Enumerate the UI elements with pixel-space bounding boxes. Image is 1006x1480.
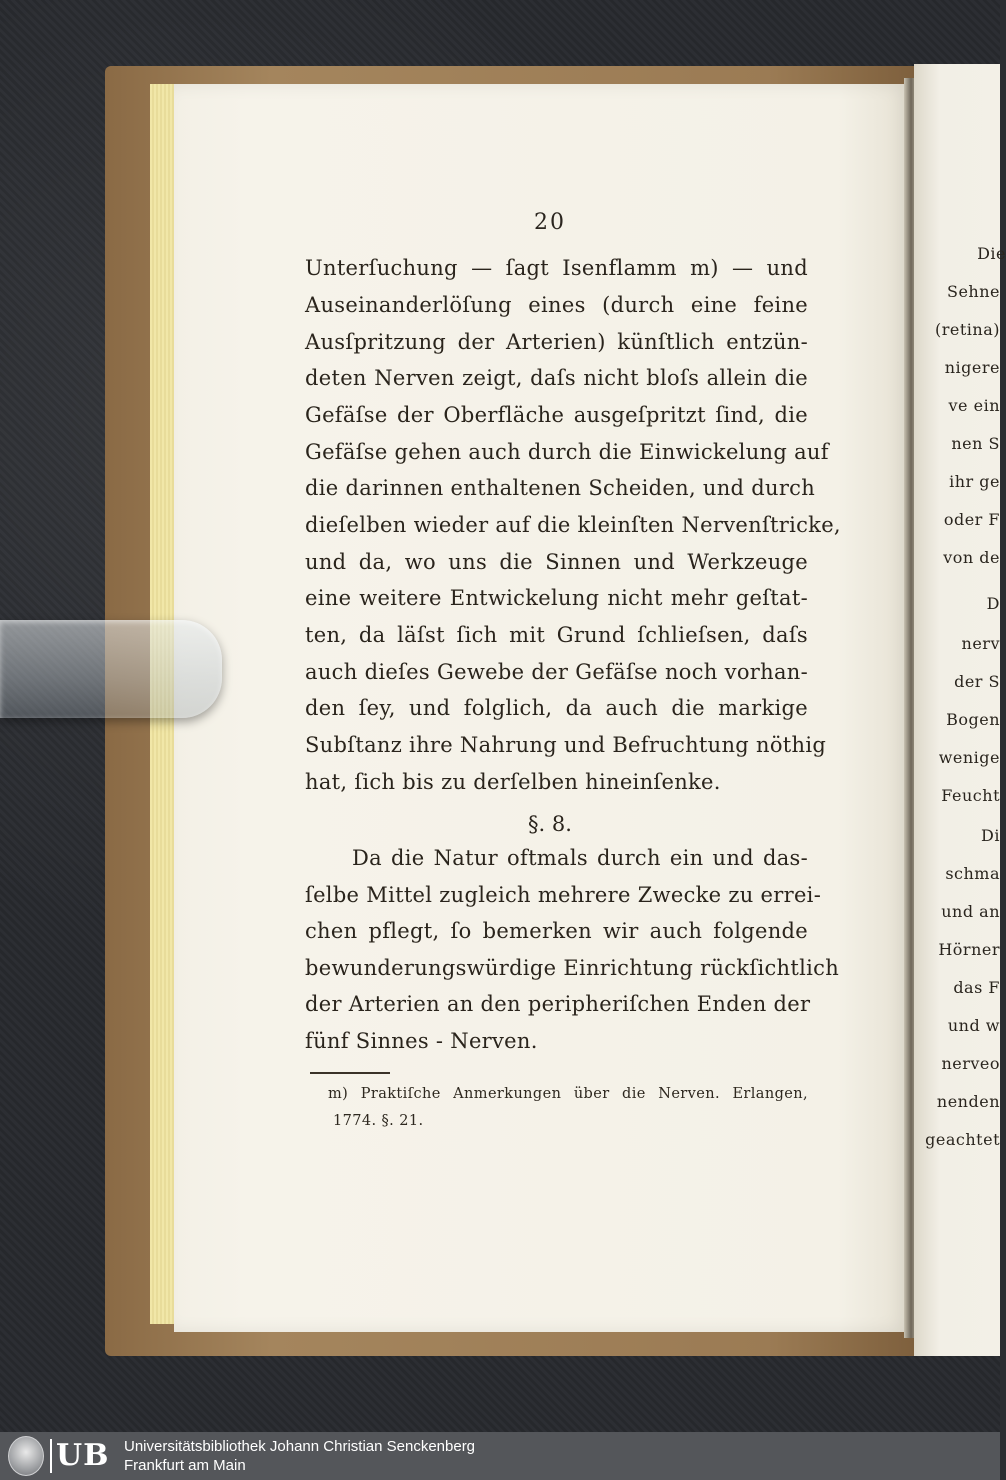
- body-text-line: den ſey, und folglich, da auch die markige: [305, 696, 808, 720]
- section-text-line: Da die Natur oftmals durch ein und das-: [352, 846, 808, 870]
- facing-text-fragment: und an: [941, 902, 1000, 921]
- facing-text-fragment: nerv: [961, 634, 1000, 653]
- facing-text-fragment: Die: [977, 244, 1006, 263]
- facing-text-fragment: wenige: [938, 748, 1000, 767]
- facing-text-fragment: geachtet: [925, 1130, 1000, 1149]
- facing-text-fragment: (retina): [935, 320, 1000, 339]
- facing-text-fragment: das F: [953, 978, 1000, 997]
- body-text-line: auch dieſes Gewebe der Gefäſse noch vorhan-: [305, 660, 808, 684]
- section-text-line: ſelbe Mittel zugleich mehrere Zwecke zu errei-: [305, 883, 822, 907]
- facing-text-fragment: nen S: [951, 434, 1000, 453]
- facing-text-fragment: von de: [943, 548, 1000, 567]
- body-text-line: Auseinanderlöſung eines (durch eine feine: [305, 293, 808, 317]
- body-text-line: deten Nerven zeigt, daſs nicht bloſs allein die: [305, 366, 808, 390]
- body-text-line: Unterſuchung — ſagt Isenflamm m) — und: [305, 256, 808, 280]
- body-text-line: die darinnen enthaltenen Scheiden, und durch: [305, 476, 816, 500]
- facing-text-fragment: und w: [947, 1016, 1000, 1035]
- facing-text-fragment: Bogen: [946, 710, 1000, 729]
- ub-logo[interactable]: [0, 1432, 118, 1480]
- footnote-line: m) Praktiſche Anmerkungen über die Nerven. Erlangen,: [328, 1086, 808, 1102]
- facing-text-fragment: nigere: [944, 358, 1000, 377]
- library-banner: [0, 1432, 1000, 1480]
- body-text-line: Subſtanz ihre Nahrung und Befruchtung nöthig: [305, 733, 827, 757]
- section-text-line: fünf Sinnes - Nerven.: [305, 1029, 538, 1053]
- facing-text-fragment: ve ein: [948, 396, 1000, 415]
- body-text-line: Ausſpritzung der Arterien) künſtlich entzün-: [305, 330, 808, 354]
- ub-logo-text: UB: [50, 1439, 110, 1473]
- book-page-right: [914, 64, 1006, 1356]
- section-text-line: chen pflegt, ſo bemerken wir auch folgende: [305, 919, 808, 943]
- facing-text-fragment: nenden: [936, 1092, 1000, 1111]
- body-text-line: dieſelben wieder auf die kleinſten Nervenſtricke,: [305, 513, 841, 537]
- section-heading: §. 8.: [528, 812, 572, 836]
- glass-page-weight: [0, 620, 222, 718]
- footnote-rule: [310, 1072, 390, 1074]
- facing-text-fragment: oder F: [943, 510, 1000, 529]
- body-text-line: Gefäſse der Oberfläche ausgeſpritzt ſind, die: [305, 403, 808, 427]
- body-text-line: eine weitere Entwickelung nicht mehr geſtat-: [305, 586, 808, 610]
- facing-text-fragment: nerveo: [941, 1054, 1000, 1073]
- banner-line-city: Frankfurt am Main: [124, 1457, 246, 1474]
- facing-text-fragment: schma: [945, 864, 1000, 883]
- footnote-line: 1774. §. 21.: [333, 1113, 424, 1129]
- facing-text-fragment: der S: [954, 672, 1000, 691]
- facing-text-fragment: Sehne: [946, 282, 1000, 301]
- facing-text-fragment: ihr ge: [949, 472, 1000, 491]
- library-seal-icon: [8, 1436, 44, 1476]
- facing-text-fragment: Feucht: [941, 786, 1000, 805]
- body-text-line: Gefäſse gehen auch durch die Einwickelung auf: [305, 440, 829, 464]
- facing-text-fragment: D: [986, 594, 1000, 613]
- facing-text-fragment: Hörner: [938, 940, 1000, 959]
- section-text-line: der Arterien an den peripheriſchen Enden der: [305, 992, 811, 1016]
- body-text-line: hat, ſich bis zu derſelben hineinſenke.: [305, 770, 721, 794]
- section-text-line: bewunderungswürdige Einrichtung rückſichtlich: [305, 956, 840, 980]
- banner-text: [124, 1437, 475, 1475]
- body-text-line: und da, wo uns die Sinnen und Werkzeuge: [305, 550, 808, 574]
- body-text-line: ten, da läſst ſich mit Grund ſchlieſsen, daſs: [305, 623, 808, 647]
- banner-line-institution: Universitätsbibliothek Johann Christian Senckenberg: [124, 1438, 476, 1455]
- page-number: 20: [534, 210, 566, 235]
- facing-text-fragment: Di: [981, 826, 1000, 845]
